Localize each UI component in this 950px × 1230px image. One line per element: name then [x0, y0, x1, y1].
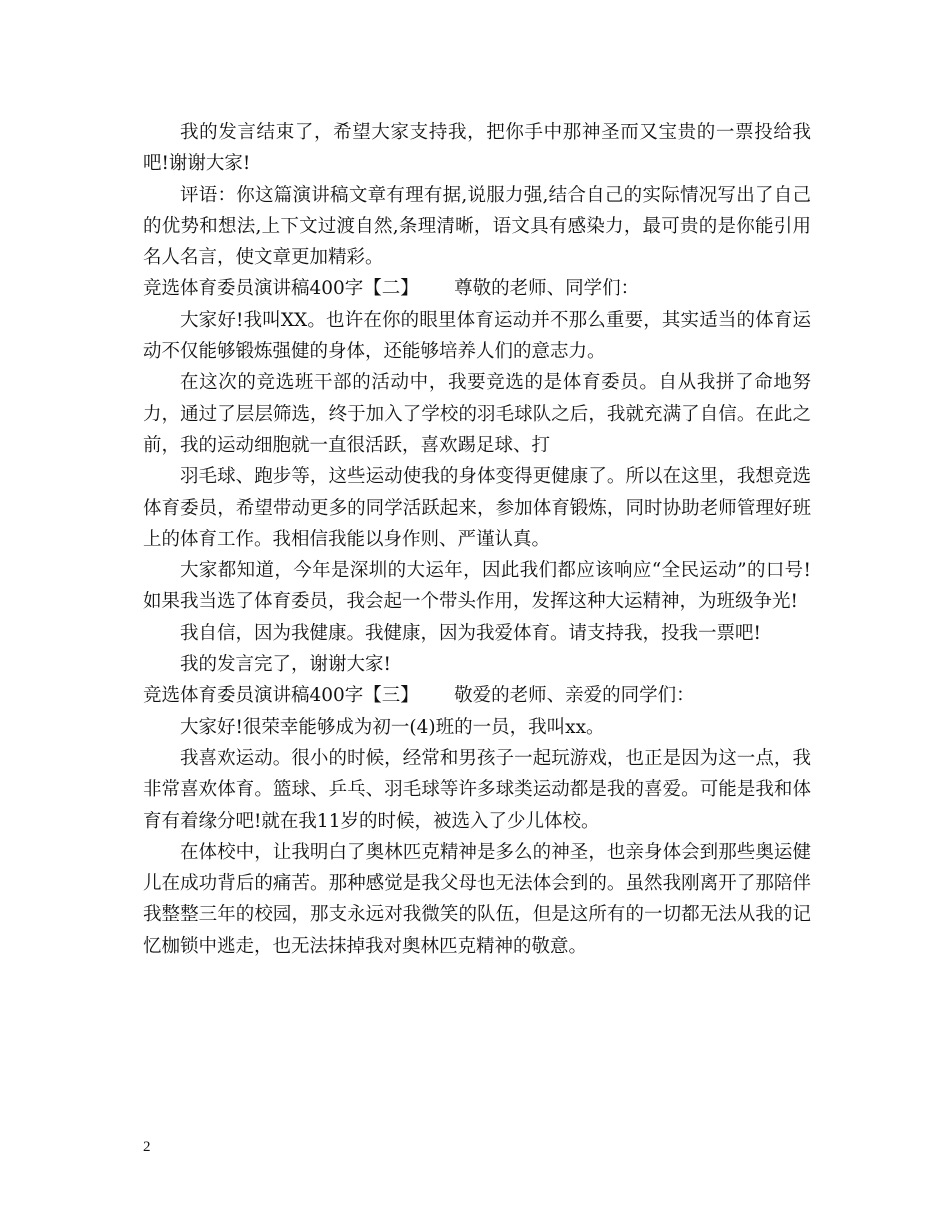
- paragraph: 大家都知道，今年是深圳的大运年，因此我们都应该响应“全民运动”的口号!如果我当选了体育委员，我会起一个带头作用，发挥这种大运精神，为班级争光!: [143, 560, 811, 613]
- paragraph: 我喜欢运动。很小的时候，经常和男孩子一起玩游戏，也正是因为这一点，我非常喜欢体育。篮球、乒乓、羽毛球等许多球类运动都是我的喜爱。可能是我和体育有着缘分吧!就在我11岁的时候，被选入了少儿体校。: [143, 747, 811, 832]
- paragraph: 我的发言完了，谢谢大家!: [180, 654, 391, 676]
- section-heading: 竞选体育委员演讲稿400字【三】 敬爱的老师、亲爱的同学们：: [143, 685, 695, 707]
- paragraph: 评语：你这篇演讲稿文章有理有据,说服力强,结合自己的实际情况写出了自己的优势和想法,上下文过渡自然,条理清晰，语文具有感染力，最可贵的是你能引用名人名言，使文章更加精彩。: [143, 184, 811, 269]
- section-heading: 竞选体育委员演讲稿400字【二】 尊敬的老师、同学们：: [143, 278, 640, 300]
- paragraph: 大家好!很荣幸能够成为初一(4)班的一员，我叫xx。: [180, 716, 605, 738]
- document-body: [143, 117, 811, 962]
- paragraph: 羽毛球、跑步等，这些运动使我的身体变得更健康了。所以在这里，我想竞选体育委员，希望带动更多的同学活跃起来，参加体育锻炼，同时协助老师管理好班上的体育工作。我相信我能以身作则、严谨认真。: [143, 466, 811, 550]
- page-number: 2: [143, 1139, 151, 1155]
- paragraph: 我自信，因为我健康。我健康，因为我爱体育。请支持我，投我一票吧!: [180, 622, 761, 644]
- paragraph: 在体校中，让我明白了奥林匹克精神是多么的神圣，也亲身体会到那些奥运健儿在成功背后的痛苦。那种感觉是我父母也无法体会到的。虽然我刚离开了那陪伴我整整三年的校园，那支永远对我微笑的队伍，但是这所有的一切都无法从我的记忆枷锁中逃走，也无法抹掉我对奥林匹克精神的敬意。: [143, 841, 811, 957]
- paragraph: 我的发言结束了，希望大家支持我，把你手中那神圣而又宝贵的一票投给我吧!谢谢大家!: [143, 122, 811, 175]
- paragraph: 大家好!我叫XX。也许在你的眼里体育运动并不那么重要，其实适当的体育运动不仅能够锻炼强健的身体，还能够培养人们的意志力。: [143, 309, 811, 363]
- paragraph: 在这次的竞选班干部的活动中，我要竞选的是体育委员。自从我拼了命地努力，通过了层层筛选，终于加入了学校的羽毛球队之后，我就充满了自信。在此之前，我的运动细胞就一直很活跃，喜欢踢足球、打: [143, 372, 811, 456]
